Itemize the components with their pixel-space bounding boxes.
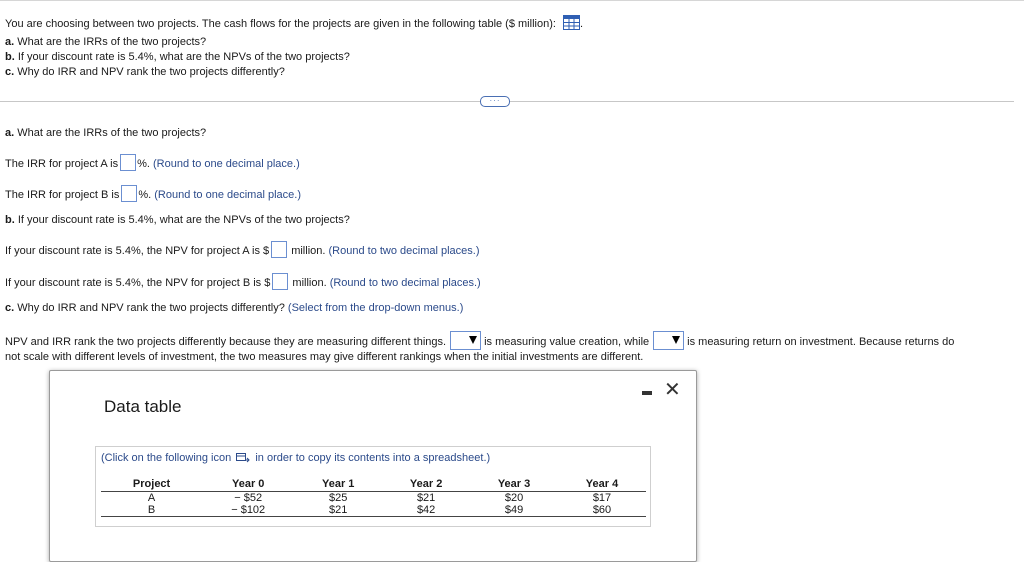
cash-flow-table bbox=[101, 477, 646, 517]
npv-a-input[interactable] bbox=[271, 241, 287, 258]
data-table-container bbox=[95, 446, 651, 527]
modal-title: Data table bbox=[104, 397, 182, 416]
minimize-icon[interactable] bbox=[642, 391, 652, 395]
table-row bbox=[101, 504, 646, 517]
col-header-year-0: Year 0 bbox=[202, 477, 294, 492]
part-c-line-1: NPV and IRR rank the two projects differently because they are measuring different things. is measuring value creation, while is measuring return on investment. Because returns do bbox=[5, 331, 954, 350]
irr-b-row: The IRR for project B is %. (Round to one decimal place.) bbox=[5, 185, 301, 202]
table-cell: $49 bbox=[470, 504, 558, 517]
part-c-heading: c. Why do IRR and NPV rank the two projects differently? (Select from the drop-down menus.) bbox=[5, 302, 464, 314]
irr-b-input[interactable] bbox=[121, 185, 137, 202]
table-cell: $17 bbox=[592, 492, 612, 504]
table-cell: $25 bbox=[329, 492, 348, 504]
col-header-year-3: Year 3 bbox=[470, 477, 558, 492]
col-header-year-4: Year 4 bbox=[558, 477, 646, 492]
col-header-project: Project bbox=[101, 477, 202, 492]
npv-a-row: If your discount rate is 5.4%, the NPV for project A is $ million. (Round to two decimal places.) bbox=[5, 241, 480, 258]
copy-hint: (Click on the following icon in order to copy its contents into a spreadsheet.) bbox=[101, 452, 491, 464]
part-c-hint: (Select from the drop-down menus.) bbox=[287, 302, 464, 314]
npv-a-hint: (Round to two decimal places.) bbox=[328, 245, 480, 257]
table-icon[interactable] bbox=[563, 15, 580, 35]
table-cell: $20 bbox=[504, 492, 524, 504]
dropdown-arrow-icon bbox=[672, 336, 680, 344]
question-part-b: b. If your discount rate is 5.4%, what are the NPVs of the two projects? bbox=[5, 51, 350, 63]
table-cell: A bbox=[147, 492, 156, 504]
part-b-heading: b. If your discount rate is 5.4%, what are the NPVs of the two projects? bbox=[5, 214, 350, 226]
npv-b-row: If your discount rate is 5.4%, the NPV for project B is $ million. (Round to two decimal places.) bbox=[5, 273, 481, 290]
expand-button[interactable]: ··· bbox=[480, 96, 510, 107]
col-header-year-1: Year 1 bbox=[294, 477, 382, 492]
measure-dropdown-2[interactable] bbox=[653, 331, 684, 350]
col-header-year-2: Year 2 bbox=[382, 477, 470, 492]
dropdown-arrow-icon bbox=[469, 336, 477, 344]
question-text: You are choosing between two projects. The cash flows for the projects are given in the following table ($ million): bbox=[5, 18, 556, 30]
copy-to-spreadsheet-icon[interactable] bbox=[236, 453, 250, 466]
table-cell: $60 bbox=[558, 504, 646, 517]
table-cell: − $52 bbox=[234, 492, 263, 504]
part-a-heading: a. What are the IRRs of the two projects? bbox=[5, 127, 207, 139]
measure-dropdown-1[interactable] bbox=[450, 331, 481, 350]
data-table-modal bbox=[49, 370, 697, 562]
question-intro-end: . bbox=[579, 18, 584, 30]
part-c-line-2: not scale with different levels of investment, the two measures may give different rankings when the initial investments are different. bbox=[5, 351, 644, 363]
irr-a-input[interactable] bbox=[120, 154, 136, 171]
npv-b-hint: (Round to two decimal places.) bbox=[329, 277, 481, 289]
table-cell: $21 bbox=[294, 504, 382, 517]
question-intro bbox=[5, 15, 583, 80]
top-border bbox=[0, 0, 1024, 1]
irr-b-hint: (Round to one decimal place.) bbox=[154, 189, 301, 201]
question-part-c: c. Why do IRR and NPV rank the two projects differently? bbox=[5, 66, 285, 78]
question-part-a: a. What are the IRRs of the two projects? bbox=[5, 36, 207, 48]
close-icon[interactable]: ✕ bbox=[664, 379, 681, 401]
table-header-row bbox=[101, 477, 646, 492]
table-cell: $21 bbox=[416, 492, 436, 504]
irr-a-hint: (Round to one decimal place.) bbox=[153, 158, 300, 170]
npv-b-input[interactable] bbox=[272, 273, 288, 290]
table-cell: B bbox=[101, 504, 202, 517]
table-row bbox=[101, 492, 646, 505]
irr-a-row: The IRR for project A is %. (Round to one decimal place.) bbox=[5, 154, 300, 171]
table-cell: − $102 bbox=[202, 504, 294, 517]
table-cell: $42 bbox=[382, 504, 470, 517]
